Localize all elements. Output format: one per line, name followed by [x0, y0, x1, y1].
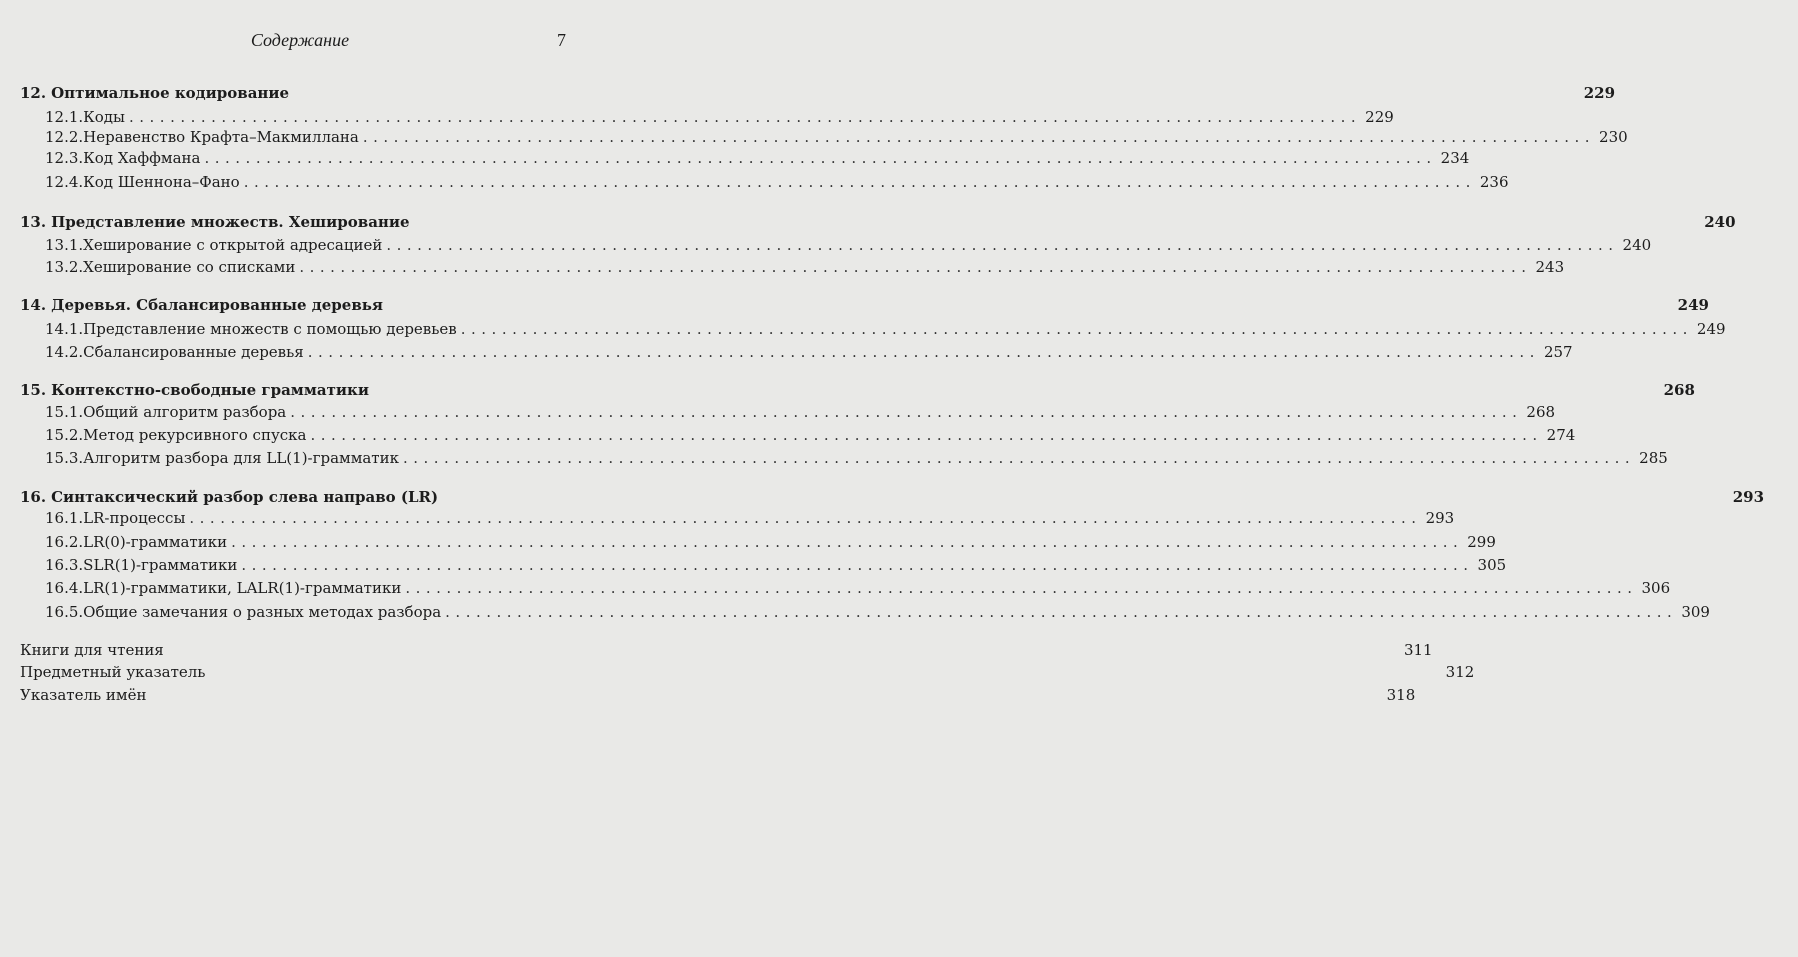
dot-leader: ........................................................................................................................	[204, 149, 1437, 167]
dot-leader: ........................................................................................................................	[307, 343, 1540, 361]
entry-page: 229	[1365, 108, 1394, 126]
dot-leader: ........................................................................................................................	[231, 533, 1464, 551]
entry-number: 15.2.	[45, 426, 84, 444]
entry-page: 305	[1477, 556, 1507, 574]
toc-section[interactable]	[0, 402, 1556, 422]
dot-leader: ........................................................................................................................	[402, 449, 1636, 467]
entry-page: 249	[1696, 320, 1726, 338]
entry-number: 12.1.	[45, 108, 84, 126]
dot-leader: ........................................................................................................................	[299, 258, 1532, 276]
entry-title: Контекстно-свободные грамматики	[51, 381, 369, 399]
toc-section[interactable]	[0, 532, 1496, 552]
entry-title: Хеширование с открытой адресацией	[83, 236, 383, 254]
entry-title: Коды	[83, 108, 125, 126]
entry-page: 268	[1526, 403, 1556, 421]
entry-title: SLR(1)-грамматики	[83, 556, 238, 574]
dot-leader: ........................................................................................................................	[386, 236, 1619, 254]
entry-page: 240	[1622, 236, 1652, 254]
dot-leader: ........................................................................................................................	[290, 403, 1523, 421]
toc-back-matter[interactable]	[0, 685, 1416, 705]
entry-page: 249	[1677, 296, 1709, 314]
dot-leader: ........................................................................................................................	[189, 509, 1422, 527]
entry-number: 13.2.	[45, 258, 84, 276]
entry-title: Общие замечания о разных методах разбора	[83, 603, 442, 621]
entry-title: Предметный указатель	[20, 663, 206, 681]
toc-section[interactable]	[0, 508, 1455, 528]
entry-page: 236	[1479, 173, 1509, 191]
toc-section[interactable]	[0, 127, 1628, 147]
entry-title: LR-процессы	[83, 509, 186, 527]
entry-page: 306	[1641, 579, 1671, 597]
entry-title: Метод рекурсивного спуска	[83, 426, 307, 444]
entry-title: Книги для чтения	[20, 641, 164, 659]
toc-chapter[interactable]	[0, 380, 1695, 400]
entry-page: 274	[1546, 426, 1576, 444]
toc-section[interactable]	[0, 257, 1565, 277]
entry-page: 293	[1425, 509, 1455, 527]
page-number: 7	[557, 30, 566, 50]
entry-title: Код Шеннона–Фано	[83, 173, 240, 191]
toc-section[interactable]	[0, 578, 1671, 598]
toc-chapter[interactable]	[0, 83, 1616, 103]
toc-section[interactable]	[0, 448, 1668, 468]
entry-page: 293	[1732, 488, 1765, 506]
entry-title: Сбалансированные деревья	[83, 343, 304, 361]
entry-title: Указатель имён	[20, 686, 147, 704]
entry-page: 243	[1535, 258, 1565, 276]
entry-number: 14.	[20, 296, 47, 314]
toc-chapter[interactable]	[0, 212, 1736, 232]
entry-page: 230	[1599, 128, 1628, 146]
entry-title: Синтаксический разбор слева направо (LR)	[51, 488, 439, 506]
entry-title: Представление множеств с помощью деревьев	[83, 320, 457, 338]
dot-leader: ........................................................................................................................	[129, 108, 1362, 126]
entry-page: 299	[1467, 533, 1496, 551]
entry-page: 311	[1403, 641, 1433, 659]
dot-leader: ........................................................................................................................	[310, 426, 1543, 444]
entry-number: 12.	[20, 84, 47, 102]
dot-leader: ........................................................................................................................	[241, 556, 1474, 574]
entry-number: 16.2.	[45, 533, 84, 551]
entry-page: 268	[1663, 381, 1695, 399]
entry-title: LR(1)-грамматики, LALR(1)-грамматики	[83, 579, 402, 597]
entry-page: 234	[1440, 149, 1470, 167]
dot-leader: ........................................................................................................................	[460, 320, 1693, 338]
entry-number: 14.2.	[45, 343, 84, 361]
entry-page: 240	[1704, 213, 1736, 231]
entry-number: 13.1.	[45, 236, 84, 254]
entry-number: 14.1.	[45, 320, 84, 338]
entry-number: 12.3.	[45, 149, 84, 167]
entry-number: 16.	[20, 488, 47, 506]
toc-section[interactable]	[0, 319, 1726, 339]
entry-number: 15.	[20, 381, 47, 399]
entry-number: 16.5.	[45, 603, 84, 621]
entry-title: Общий алгоритм разбора	[83, 403, 287, 421]
dot-leader: ........................................................................................................................	[445, 603, 1678, 621]
toc-back-matter[interactable]	[0, 640, 1433, 660]
toc-section[interactable]	[0, 342, 1573, 362]
entry-title: LR(0)-грамматики	[83, 533, 228, 551]
entry-page: 309	[1681, 603, 1710, 621]
toc-section[interactable]	[0, 425, 1576, 445]
running-header-title: Содержание	[250, 30, 350, 50]
toc-back-matter[interactable]	[0, 662, 1475, 682]
entry-page: 318	[1386, 686, 1416, 704]
entry-page: 257	[1543, 343, 1573, 361]
entry-number: 16.4.	[45, 579, 84, 597]
entry-title: Представление множеств. Хеширование	[51, 213, 410, 231]
toc-chapter[interactable]	[0, 295, 1709, 315]
dot-leader: ........................................................................................................................	[243, 173, 1476, 191]
entry-number: 12.4.	[45, 173, 84, 191]
toc-section[interactable]	[0, 602, 1710, 622]
toc-section[interactable]	[0, 235, 1652, 255]
entry-number: 15.1.	[45, 403, 84, 421]
entry-page: 312	[1445, 663, 1475, 681]
entry-title: Алгоритм разбора для LL(1)-грамматик	[83, 449, 399, 467]
entry-page: 285	[1639, 449, 1668, 467]
entry-title: Код Хаффмана	[83, 149, 201, 167]
entry-page: 229	[1583, 84, 1616, 102]
toc-section[interactable]	[0, 172, 1509, 192]
toc-chapter[interactable]	[0, 487, 1765, 507]
entry-number: 13.	[20, 213, 47, 231]
dot-leader: ........................................................................................................................	[362, 128, 1596, 146]
entry-title: Хеширование со списками	[83, 258, 296, 276]
entry-title: Неравенство Крафта–Макмиллана	[83, 128, 359, 146]
entry-number: 16.3.	[45, 556, 84, 574]
toc-section[interactable]	[0, 107, 1394, 127]
dot-leader: ........................................................................................................................	[405, 579, 1638, 597]
toc-section[interactable]	[0, 555, 1507, 575]
entry-number: 16.1.	[45, 509, 84, 527]
entry-title: Оптимальное кодирование	[51, 84, 290, 102]
entry-number: 15.3.	[45, 449, 84, 467]
entry-title: Деревья. Сбалансированные деревья	[51, 296, 383, 314]
entry-number: 12.2.	[45, 128, 84, 146]
toc-section[interactable]	[0, 148, 1470, 168]
